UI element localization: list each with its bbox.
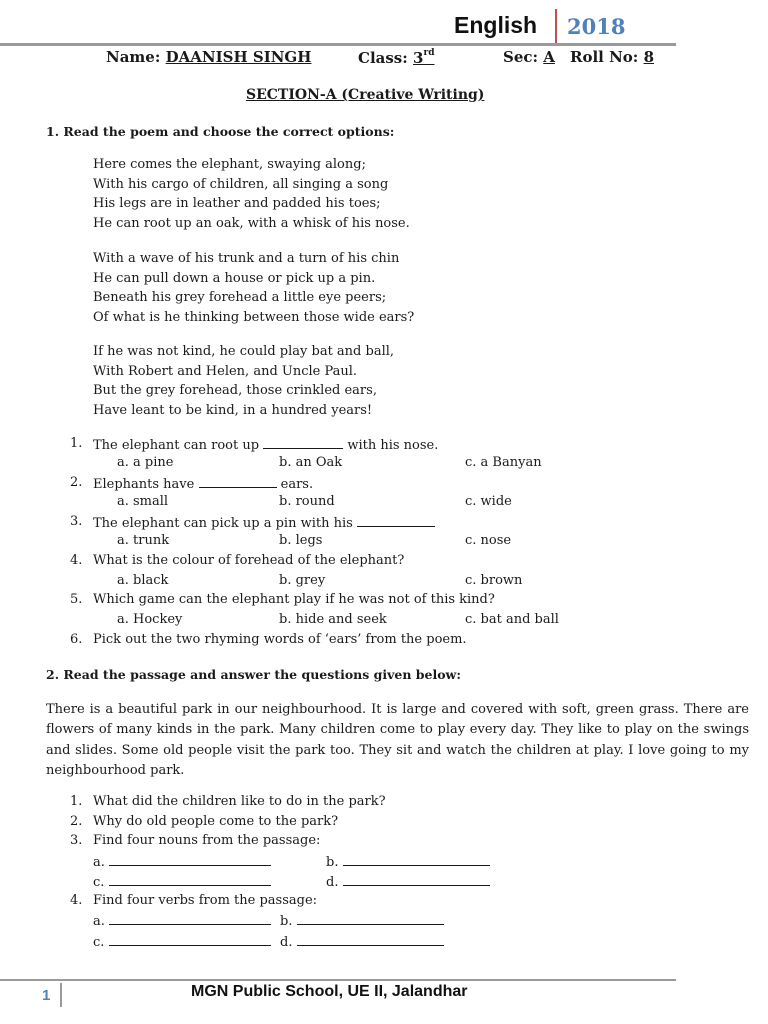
noun-blank-d: d. [326,873,490,890]
answer-blank[interactable] [199,475,277,488]
mcq-option: b. grey [279,573,326,588]
mcq-option: c. brown [465,573,523,588]
student-name-line [106,48,311,66]
poem-line: His legs are in leather and padded his toes; [93,196,381,211]
answer-blank[interactable] [357,514,435,527]
passage-question: What did the children like to do in the park? [93,794,386,809]
mcq-number: 1. [70,436,83,451]
poem-line: Beneath his grey forehead a little eye peers; [93,290,387,305]
mcq-option: b. round [279,494,335,509]
poem-line: If he was not kind, he could play bat and ball, [93,344,395,359]
question-number: 3. [70,833,83,848]
answer-blank[interactable] [109,933,271,946]
school-name: MGN Public School, UE II, Jalandhar [191,983,468,1000]
mcq-option: c. nose [465,533,512,548]
roll-line [570,48,654,66]
poem-line: Have leant to be kind, in a hundred years! [93,403,373,418]
mcq-number: 4. [70,553,83,568]
poem-line: But the grey forehead, those crinkled ears, [93,383,377,398]
mcq-option: a. trunk [117,533,170,548]
answer-blank[interactable] [297,933,444,946]
mcq-question: What is the colour of forehead of the elephant? [93,553,405,568]
passage-question: Why do old people come to the park? [93,814,339,829]
noun-blank-c: c. [93,873,271,890]
mcq-option: a. small [117,494,169,509]
answer-blank[interactable] [109,912,271,925]
mcq-number: 5. [70,592,83,607]
mcq-option: a. black [117,573,169,588]
question-2-heading: 2. Read the passage and answer the questions given below: [46,667,461,682]
mcq-number: 6. [70,632,83,647]
mcq-question: Pick out the two rhyming words of ‘ears’ from the poem. [93,632,467,647]
class-value: 3rd [413,48,435,67]
exam-year: 2018 [567,14,626,39]
passage-question: Find four nouns from the passage: [93,833,321,848]
student-name: DAANISH SINGH [165,48,312,66]
section-line [503,48,555,66]
answer-blank[interactable] [343,873,490,886]
question-number: 2. [70,814,83,829]
answer-blank[interactable] [109,873,271,886]
verb-blank-b: b. [280,912,444,929]
noun-blank-b: b. [326,853,490,870]
sec-value: A [543,48,555,66]
verb-blank-c: c. [93,933,271,950]
mcq-option: c. a Banyan [465,455,542,470]
header-divider [555,9,557,46]
mcq-number: 2. [70,475,83,490]
roll-label: Roll No: [570,48,639,66]
header-rule [0,43,676,46]
class-label: Class: [358,49,408,67]
passage-question: Find four verbs from the passage: [93,893,318,908]
verb-blank-d: d. [280,933,444,950]
mcq-option: a. Hockey [117,612,183,627]
footer-rule [0,979,676,981]
answer-blank[interactable] [109,853,271,866]
mcq-option: b. hide and seek [279,612,387,627]
poem-line: He can root up an oak, with a whisk of his nose. [93,216,410,231]
mcq-option: b. legs [279,533,323,548]
question-number: 1. [70,794,83,809]
answer-blank[interactable] [297,912,444,925]
class-line [358,48,435,67]
footer-divider [60,983,62,1007]
poem-line: With his cargo of children, all singing a song [93,177,389,192]
mcq-option: c. bat and ball [465,612,559,627]
poem-line: Here comes the elephant, swaying along; [93,157,366,172]
question-1-heading: 1. Read the poem and choose the correct options: [46,124,395,139]
name-label: Name: [106,48,161,66]
mcq-option: b. an Oak [279,455,343,470]
verb-blank-a: a. [93,912,271,929]
mcq-question: Which game can the elephant play if he was not of this kind? [93,592,495,607]
section-title: SECTION-A (Creative Writing) [246,87,485,103]
mcq-question: The elephant can root up with his nose. [93,438,439,453]
answer-blank[interactable] [343,853,490,866]
poem-line: He can pull down a house or pick up a pin. [93,271,376,286]
poem-line: With Robert and Helen, and Uncle Paul. [93,364,358,379]
sec-label: Sec: [503,48,539,66]
question-number: 4. [70,893,83,908]
mcq-question: Elephants have ears. [93,477,314,492]
page-number: 1 [42,987,51,1004]
mcq-question: The elephant can pick up a pin with his [93,514,435,531]
reading-passage: There is a beautiful park in our neighbourhood. It is large and covered with soft, green grass. There are flowers of many kinds in the park. Many children come to play every day. They like to play on the swings and slides. Some old people visit the park too. They sit and watch the children at play. I love going to my neighbourhood park. [46,702,749,778]
poem-line: Of what is he thinking between those wide ears? [93,310,415,325]
poem-line: With a wave of his trunk and a turn of his chin [93,251,400,266]
roll-value: 8 [643,48,655,66]
noun-blank-a: a. [93,853,271,870]
subject-title: English [454,12,538,38]
mcq-number: 3. [70,514,83,529]
mcq-option: a. a pine [117,455,174,470]
answer-blank[interactable] [263,436,343,449]
mcq-option: c. wide [465,494,512,509]
